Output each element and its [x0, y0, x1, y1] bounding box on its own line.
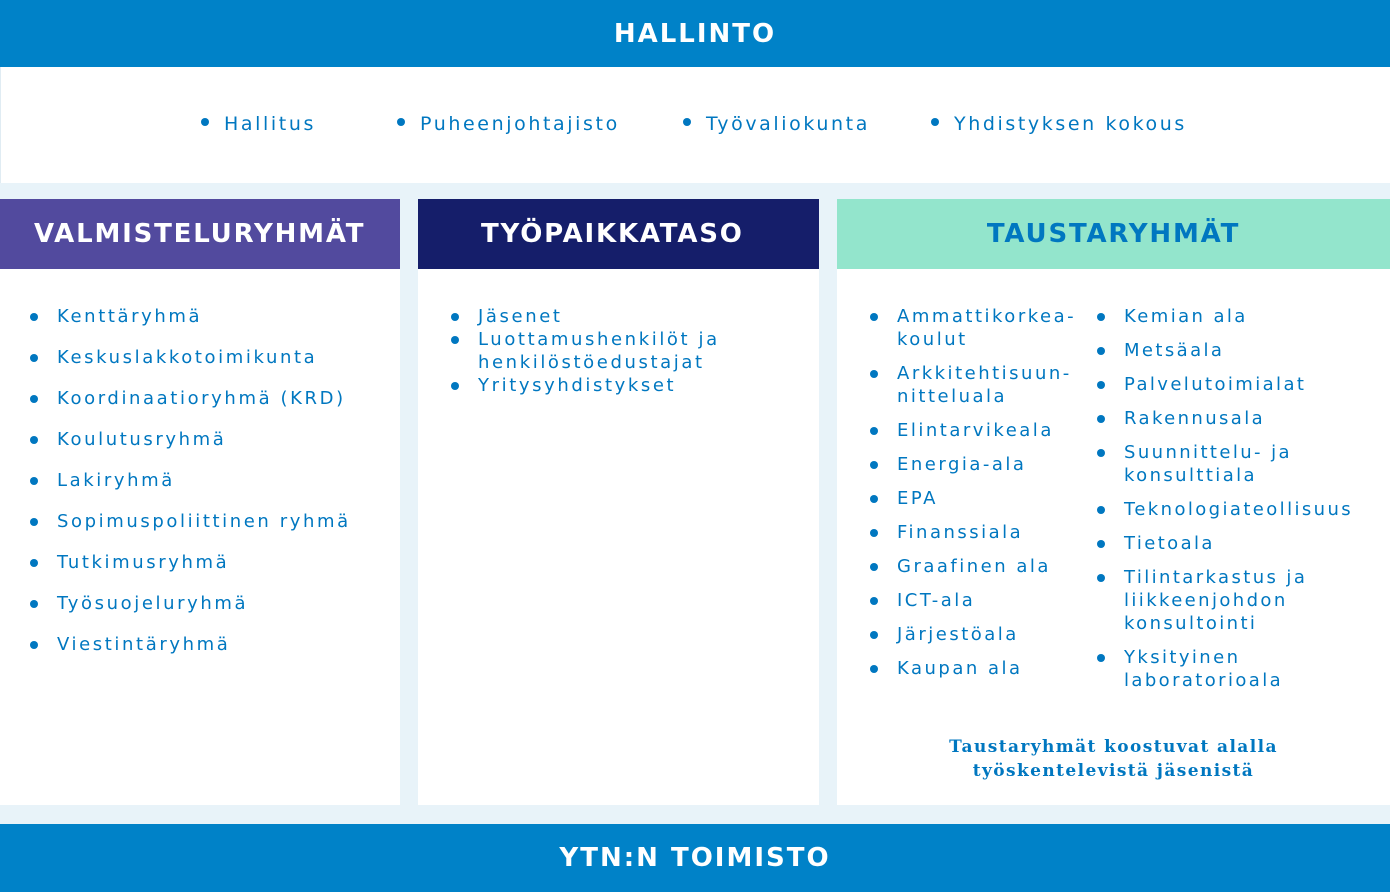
bullet-icon	[201, 118, 209, 126]
bullet-icon	[30, 477, 38, 485]
list-item: Graafinen ala	[870, 555, 1095, 578]
tyopaikkataso-title: TYÖPAIKKATASO	[481, 219, 744, 249]
list-item: Lakiryhmä	[30, 469, 395, 492]
valmisteluryhmat-header	[0, 199, 400, 269]
bullet-icon	[1097, 654, 1105, 662]
tyopaikkataso-list	[451, 305, 811, 397]
bullet-icon	[451, 336, 459, 344]
hallinto-header	[0, 0, 1390, 67]
bullet-icon	[30, 436, 38, 444]
valmisteluryhmat-list	[30, 305, 395, 674]
list-item: Suunnittelu- ja konsulttiala	[1097, 441, 1387, 487]
bullet-icon	[870, 313, 878, 321]
bullet-icon	[870, 461, 878, 469]
bullet-icon	[451, 313, 459, 321]
taustaryhmat-column	[837, 199, 1390, 805]
bullet-icon	[1097, 381, 1105, 389]
list-item: Arkkitehtisuun- nitteluala	[870, 362, 1095, 408]
bullet-icon	[1097, 449, 1105, 457]
list-item: Teknologiateollisuus	[1097, 498, 1387, 521]
list-item: Koordinaatioryhmä (KRD)	[30, 387, 395, 410]
bullet-icon	[30, 354, 38, 362]
hallinto-item: Hallitus	[201, 113, 316, 135]
bullet-icon	[870, 529, 878, 537]
list-item: Yritysyhdistykset	[451, 374, 811, 397]
list-item: Ammattikorkea- koulut	[870, 305, 1095, 351]
list-item: Luottamushenkilöt ja henkilöstöedustajat	[451, 328, 811, 374]
bullet-icon	[1097, 540, 1105, 548]
list-item: ICT-ala	[870, 589, 1095, 612]
taustaryhmat-list-right	[1097, 305, 1387, 703]
bullet-icon	[1097, 313, 1105, 321]
bullet-icon	[931, 118, 939, 126]
bullet-icon	[397, 118, 405, 126]
hallinto-item: Työvaliokunta	[683, 113, 870, 135]
bullet-icon	[30, 395, 38, 403]
taustaryhmat-note: Taustaryhmät koostuvat alalla työskentelevistä jäsenistä	[949, 737, 1278, 781]
bullet-icon	[870, 665, 878, 673]
valmisteluryhmat-title: VALMISTELURYHMÄT	[34, 219, 366, 249]
valmisteluryhmat-column	[0, 199, 400, 805]
list-item: Jäsenet	[451, 305, 811, 328]
bullet-icon	[30, 641, 38, 649]
bullet-icon	[1097, 506, 1105, 514]
bullet-icon	[1097, 347, 1105, 355]
list-item: EPA	[870, 487, 1095, 510]
list-item: Yksityinen laboratorioala	[1097, 646, 1387, 692]
list-item: Sopimuspoliittinen ryhmä	[30, 510, 395, 533]
bullet-icon	[870, 370, 878, 378]
list-item: Järjestöala	[870, 623, 1095, 646]
bullet-icon	[1097, 415, 1105, 423]
list-item: Finanssiala	[870, 521, 1095, 544]
bullet-icon	[870, 495, 878, 503]
bullet-icon	[30, 313, 38, 321]
taustaryhmat-title: TAUSTARYHMÄT	[986, 219, 1241, 249]
list-item: Kemian ala	[1097, 305, 1387, 328]
list-item: Metsäala	[1097, 339, 1387, 362]
list-item: Rakennusala	[1097, 407, 1387, 430]
bullet-icon	[30, 559, 38, 567]
tyopaikkataso-header	[418, 199, 819, 269]
bullet-icon	[870, 631, 878, 639]
bullet-icon	[1097, 574, 1105, 582]
list-item: Tietoala	[1097, 532, 1387, 555]
taustaryhmat-list-left	[870, 305, 1095, 691]
bullet-icon	[30, 600, 38, 608]
taustaryhmat-header	[837, 199, 1390, 269]
hallinto-item: Yhdistyksen kokous	[931, 113, 1187, 135]
list-item: Elintarvikeala	[870, 419, 1095, 442]
bullet-icon	[451, 382, 459, 390]
list-item: Kaupan ala	[870, 657, 1095, 680]
list-item: Koulutusryhmä	[30, 428, 395, 451]
list-item: Keskuslakkotoimikunta	[30, 346, 395, 369]
tyopaikkataso-column	[418, 199, 819, 805]
bullet-icon	[870, 597, 878, 605]
list-item: Tilintarkastus ja liikkeenjohdon konsultointi	[1097, 566, 1387, 635]
list-item: Palvelutoimialat	[1097, 373, 1387, 396]
toimisto-footer	[0, 824, 1390, 892]
bullet-icon	[683, 118, 691, 126]
list-item: Kenttäryhmä	[30, 305, 395, 328]
list-item: Viestintäryhmä	[30, 633, 395, 656]
bullet-icon	[870, 563, 878, 571]
bullet-icon	[30, 518, 38, 526]
list-item: Työsuojeluryhmä	[30, 592, 395, 615]
hallinto-title: HALLINTO	[613, 18, 777, 49]
hallinto-item: Puheenjohtajisto	[397, 113, 620, 135]
list-item: Tutkimusryhmä	[30, 551, 395, 574]
bullet-icon	[870, 427, 878, 435]
list-item: Energia-ala	[870, 453, 1095, 476]
toimisto-title: YTN:N TOIMISTO	[559, 843, 831, 873]
hallinto-body	[0, 67, 1390, 183]
